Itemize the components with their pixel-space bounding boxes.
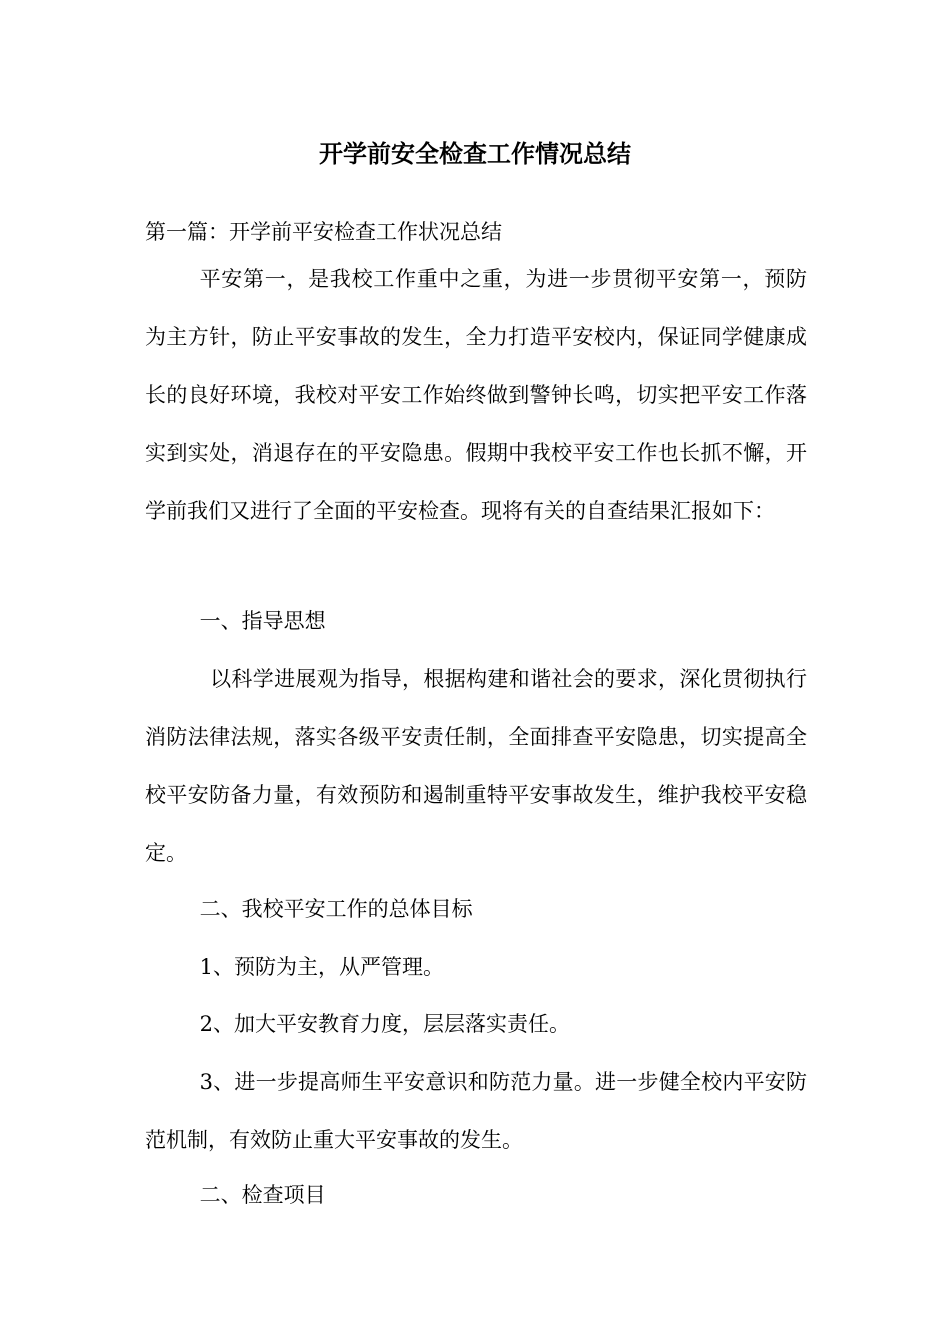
heading-guiding-ideology: 一、指导思想 — [199, 609, 326, 633]
guiding-ideology-paragraph: 以科学进展观为指导，根据构建和谐社会的要求，深化贯彻执行消防法律法规，落实各级平安责任制，全面排查平安隐患，切实提高全校平安防备力量，有效预防和遏制重特平安事故发生，维护我校平安稳定。 — [145, 667, 807, 865]
heading-overall-goals: 二、我校平安工作的总体目标 — [199, 897, 473, 921]
goal-item-1: 1、预防为主，从严管理。 — [199, 955, 444, 979]
intro-paragraph: 平安第一，是我校工作重中之重，为进一步贯彻平安第一，预防为主方针，防止平安事故的发生，全力打造平安校内，保证同学健康成长的良好环境，我校对平安工作始终做到警钟长鸣，切实把平安工作落实到实处，消退存在的平安隐患。假期中我校平安工作也长抓不懈，开学前我们又进行了全面的平安检查。现将有关的自查结果汇报如下： — [145, 267, 807, 523]
heading-inspection-items: 二、检查项目 — [199, 1183, 326, 1207]
goal-item-3: 3、进一步提高师生平安意识和防范力量。进一步健全校内平安防范机制，有效防止重大平安事故的发生。 — [145, 1070, 807, 1152]
section-subtitle: 第一篇：开学前平安检查工作状况总结 — [145, 220, 502, 244]
document-title: 开学前安全检查工作情况总结 — [319, 139, 631, 168]
goal-item-2: 2、加大平安教育力度，层层落实责任。 — [199, 1012, 570, 1036]
